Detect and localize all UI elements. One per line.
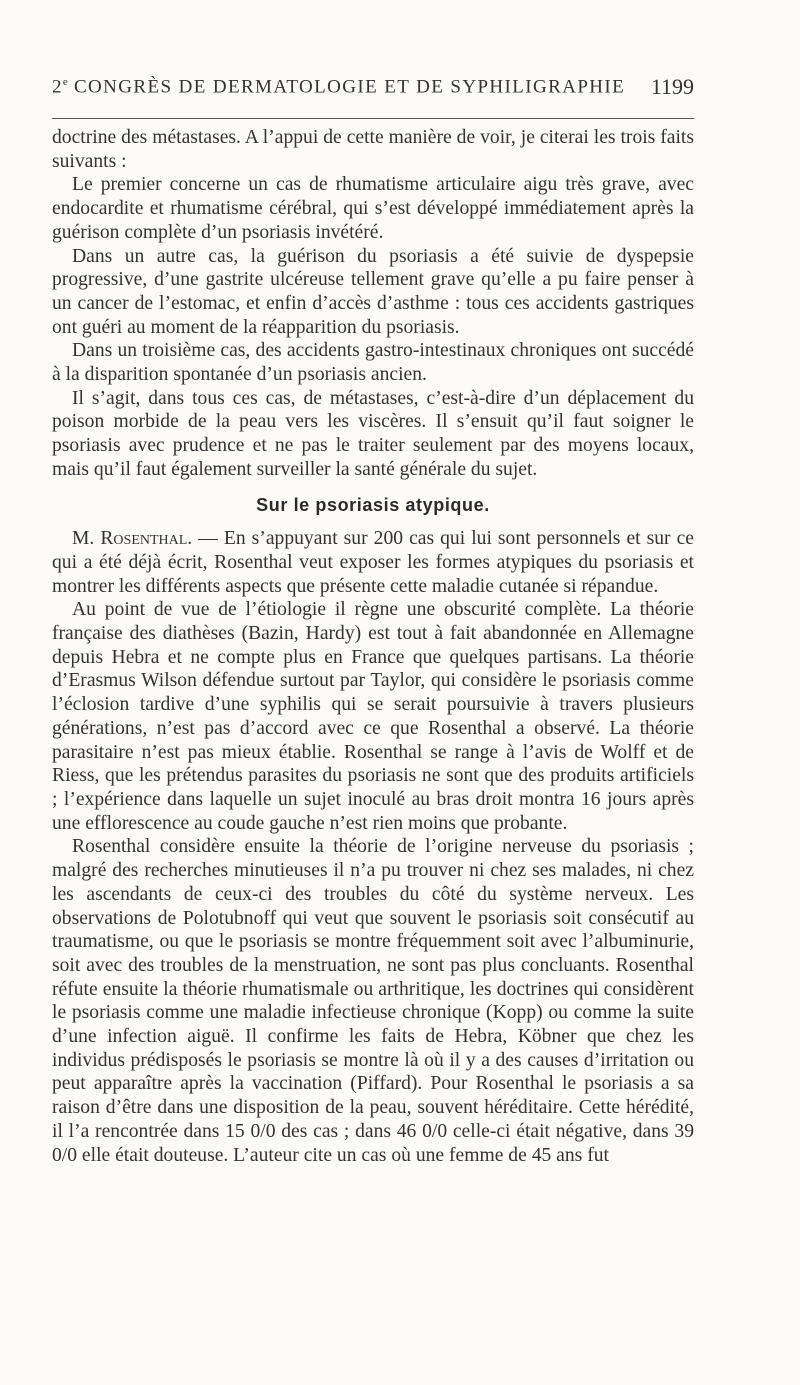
page-header — [52, 72, 694, 106]
paragraph: Au point de vue de l’étiologie il règne une obscurité complète. La théorie française des diathèses (Bazin, Hardy) est tout à fait abandonnée en Allemagne depuis Hebra et ne compte plus en France que quelques partisans. La théorie d’Erasmus Wilson défendue surtout par Taylor, qui considère le psoriasis comme l’éclosion tardive d’une syphilis qui se serait poursuivie à travers plusieurs générations, n’est pas d’accord avec ce que Rosenthal a observé. La théorie parasitaire n’est pas mieux établie. Rosenthal se range à l’avis de Wolff et de Riess, que les prétendus parasites du psoriasis ne sont que des produits artificiels ; l’expérience dans laquelle un sujet inoculé au bras droit montra 16 jours après une efflorescence au coude gauche n’est rien moins que probante. — [52, 599, 694, 834]
paragraph: Rosenthal considère ensuite la théorie de l’origine nerveuse du psoriasis ; malgré des recherches minutieuses il n’a pu trouver ni chez ses malades, ni chez les ascendants de ceux-ci des troubles du côté du système nerveux. Les observations de Polotubnoff qui veut que souvent le psoriasis soit consécutif au traumatisme, ou que le psoriasis se montre fréquemment soit avec l’albuminurie, soit avec des troubles de la menstruation, ne sont pas plus concluants. Rosenthal réfute ensuite la théorie rhumatismale ou arthritique, les doctrines qui considèrent le psoriasis comme une maladie infectieuse chronique (Kopp) ou comme la suite d’une infection aiguë. Il confirme les faits de Hebra, Köbner que chez les individus prédisposés le psoriasis se montre là où il y a des causes d’irritation ou peut apparaître après la vaccination (Piffard). Pour Rosenthal le psoriasis a sa raison d’être dans une disposition de la peau, souvent héréditaire. Cette hérédité, il l’a rencontrée dans 15 0/0 des cas ; dans 46 0/0 celle-ci était négative, dans 39 0/0 elle était douteuse. L’auteur cite un cas où une femme de 45 ans fut — [52, 836, 694, 1166]
paragraph: Dans un autre cas, la guérison du psoriasis a été suivie de dyspepsie progressive, d’une gastrite ulcéreuse tellement grave qu’elle a pu faire penser à un cancer de l’estomac, et enfin d’accès d’asthme : tous ces accidents gastriques ont guéri au moment de la réapparition du psoriasis. — [52, 245, 694, 338]
section-title: Sur le psoriasis atypique. — [256, 494, 490, 515]
paragraph: doctrine des métastases. A l’appui de cette manière de voir, je citerai les trois faits suivants : — [52, 127, 694, 172]
paragraph: Dans un troisième cas, des accidents gastro-intestinaux chroniques ont succédé à la disparition spontanée d’un psoriasis ancien. — [52, 340, 694, 386]
running-title: 2e CONGRÈS DE DERMATOLOGIE ET DE SYPHILIGRAPHIE — [52, 76, 626, 98]
body-text — [52, 126, 694, 1167]
page-number: 1199 — [650, 74, 694, 99]
speaker-paragraph — [52, 527, 694, 598]
paragraph: Le premier concerne un cas de rhumatisme articulaire aigu très grave, avec endocardite et rhumatisme cérébral, qui s’est développé immédiatement après la guérison complète d’un psoriasis invétéré. — [52, 174, 694, 243]
speaker-paragraph-text: — En s’appuyant sur 200 cas qui lui sont personnels et sur ce qui a été déjà écrit, Rosenthal veut exposer les formes atypiques du psoriasis et montrer les différents aspects que présente cette maladie cutanée si répandue. — [52, 528, 695, 597]
speaker-name: M. Rosenthal. — [72, 528, 193, 550]
header-rule — [52, 118, 694, 119]
paragraph: Il s’agit, dans tous ces cas, de métastases, c’est-à-dire d’un déplacement du poison morbide de la peau vers les viscères. Il s’ensuit qu’il faut soigner le psoriasis avec prudence et ne pas le traiter seulement par des moyens locaux, mais qu’il faut également surveiller la santé générale du sujet. — [52, 387, 694, 480]
running-title-superscript: e — [62, 76, 68, 88]
